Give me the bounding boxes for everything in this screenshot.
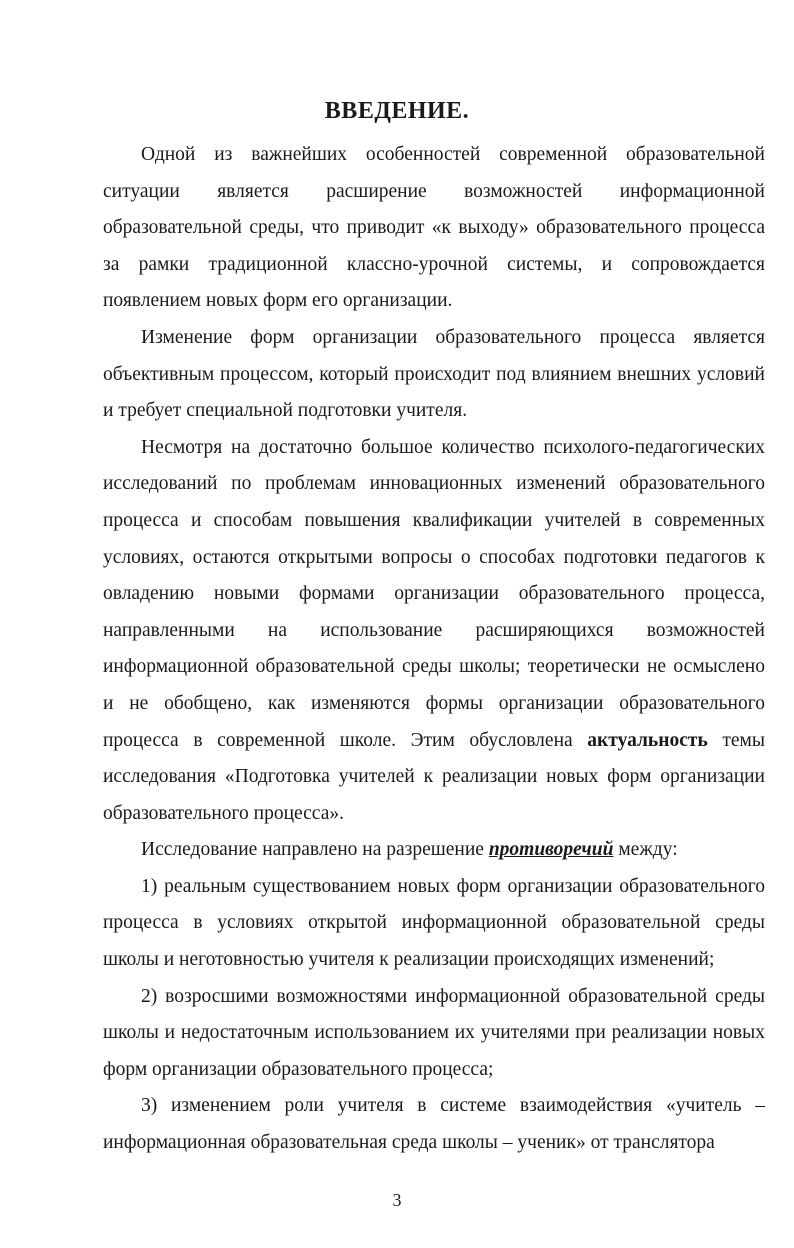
paragraph-4 [103, 832, 765, 869]
paragraph-3-end: темы исследования «Подготовка учителей к реализации новых форм организации образовательного процесса». [103, 729, 765, 824]
paragraph-4-end: между: [613, 839, 678, 861]
page-title: ВВЕДЕНИЕ. [324, 98, 470, 124]
paragraph-1: Одной из важнейших особенностей современной образовательной ситуации является расширение возможностей информационной образовательной среды, что приводит «к выходу» образовательного процесса за рамки традиционной классно-урочной системы, и сопровождается появлением новых форм его организации. [103, 144, 765, 312]
paragraph-2: Изменение форм организации образовательного процесса является объективным процессом, который происходит под влиянием внешних условий и требует специальной подготовки учителя. [103, 326, 765, 422]
list-item-3: 3) изменением роли учителя в системе взаимодействия «учитель – информационная образовательная среда школы – ученик» от транслятора [103, 1095, 765, 1154]
paragraph-4-start: Исследование направлено на разрешение [141, 839, 489, 861]
contradictions-term: противоречий [488, 839, 614, 861]
page-number: 3 [392, 1190, 402, 1210]
list-item-1: 1) реальным существованием новых форм организации образовательного процесса в условиях открытой информационной образовательной среды школы и неготовностью учителя к реализации происходящих изменений; [103, 875, 765, 971]
body-text [103, 137, 765, 1162]
paragraph-3-start: Несмотря на достаточно большое количество психолого-педагогических исследований по проблемам инновационных изменений образовательного процесса и способам повышения квалификации учителей в современных условиях, остаются открытыми вопросы о способах подготовки педагогов к овладению новыми формами организации образовательного процесса, направленными на использование расширяющихся возможностей информационной образовательной среды школы; теоретически не осмыслено и не обобщено, как изменяются формы организации образовательного процесса в современной школе. Этим обусловлена [103, 436, 765, 751]
paragraph-3 [103, 430, 765, 833]
relevance-term: актуальность [587, 729, 708, 751]
list-item-2: 2) возросшими возможностями информационной образовательной среды школы и недостаточным использованием их учителями при реализации новых форм организации образовательного процесса; [103, 985, 765, 1080]
